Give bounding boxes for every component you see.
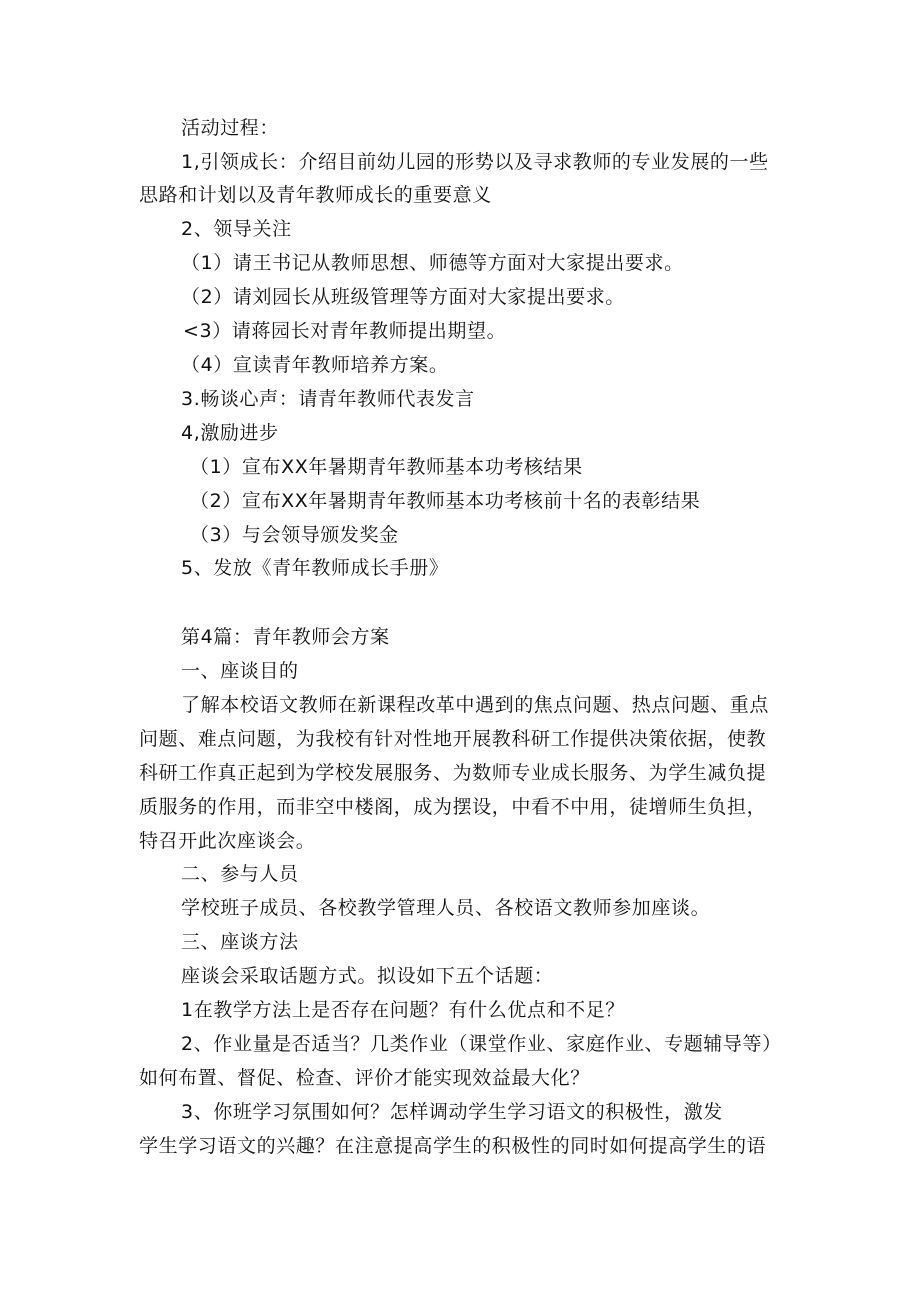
list-item: 4,激励进步 [181, 422, 279, 444]
list-item: 2、领导关注 [181, 218, 292, 240]
list-item: （3）与会领导颁发奖金 [190, 524, 399, 546]
paragraph-line: 如何布置、督促、检查、评价才能实现效益最大化？ [139, 1067, 590, 1089]
section-heading: 三、座谈方法 [181, 931, 299, 953]
paragraph-line: 科研工作真正起到为学校发展服务、为数师专业成长服务、为学生减负提 [139, 762, 767, 784]
paragraph-line: 问题、难点问题，为我校有针对性地开展教科研工作提供决策依据，使教 [139, 728, 767, 750]
list-item: <3）请蒋园长对青年教师提出期望。 [183, 320, 507, 342]
section-heading-activity-process: 活动过程： [181, 117, 280, 139]
list-item: 2、作业量是否适当？几类作业（课堂作业、家庭作业、专题辅导等） [181, 1033, 782, 1055]
list-item: （2）宣布XX年暑期青年教师基本功考核前十名的表彰结果 [190, 490, 701, 512]
list-item: （4）宣读青年教师培养方案。 [181, 354, 449, 376]
paragraph-line: 学生学习语文的兴趣？在注意提高学生的积极性的同时如何提高学生的语 [139, 1135, 767, 1157]
section-heading: 一、座谈目的 [181, 660, 299, 682]
paragraph-line: 座谈会采取话题方式。拟设如下五个话题： [181, 965, 554, 987]
paragraph-line: 特召开此次座谈会。 [139, 830, 316, 852]
list-item: （2）请刘园长从班级管理等方面对大家提出要求。 [181, 286, 625, 308]
paragraph-line: 质服务的作用，而非空中楼阁，成为摆设，中看不中用，徒增师生负担， [139, 796, 767, 818]
list-item: （1）宣布XX年暑期青年教师基本功考核结果 [190, 456, 583, 478]
article-title: 第4篇：青年教师会方案 [181, 626, 390, 648]
list-item: 3.畅谈心声：请青年教师代表发言 [181, 388, 475, 410]
list-item: 5、发放《青年教师成长手册》 [181, 557, 449, 579]
paragraph-line: 了解本校语文教师在新课程改革中遇到的焦点问题、热点问题、重点 [181, 694, 770, 716]
list-item: 3、你班学习氛围如何？怎样调动学生学习语文的积极性，激发 [181, 1101, 723, 1123]
list-item: 1在教学方法上是否存在问题？有什么优点和不足？ [181, 999, 625, 1021]
paragraph-line: 1,引领成长：介绍目前幼儿园的形势以及寻求教师的专业发展的一些 [181, 151, 769, 173]
section-heading: 二、参与人员 [181, 863, 299, 885]
list-item: （1）请王书记从教师思想、师德等方面对大家提出要求。 [181, 252, 684, 274]
paragraph-line: 学校班子成员、各校教学管理人员、各校语文教师参加座谈。 [181, 897, 711, 919]
paragraph-line: 思路和计划以及青年教师成长的重要意义 [139, 184, 492, 206]
